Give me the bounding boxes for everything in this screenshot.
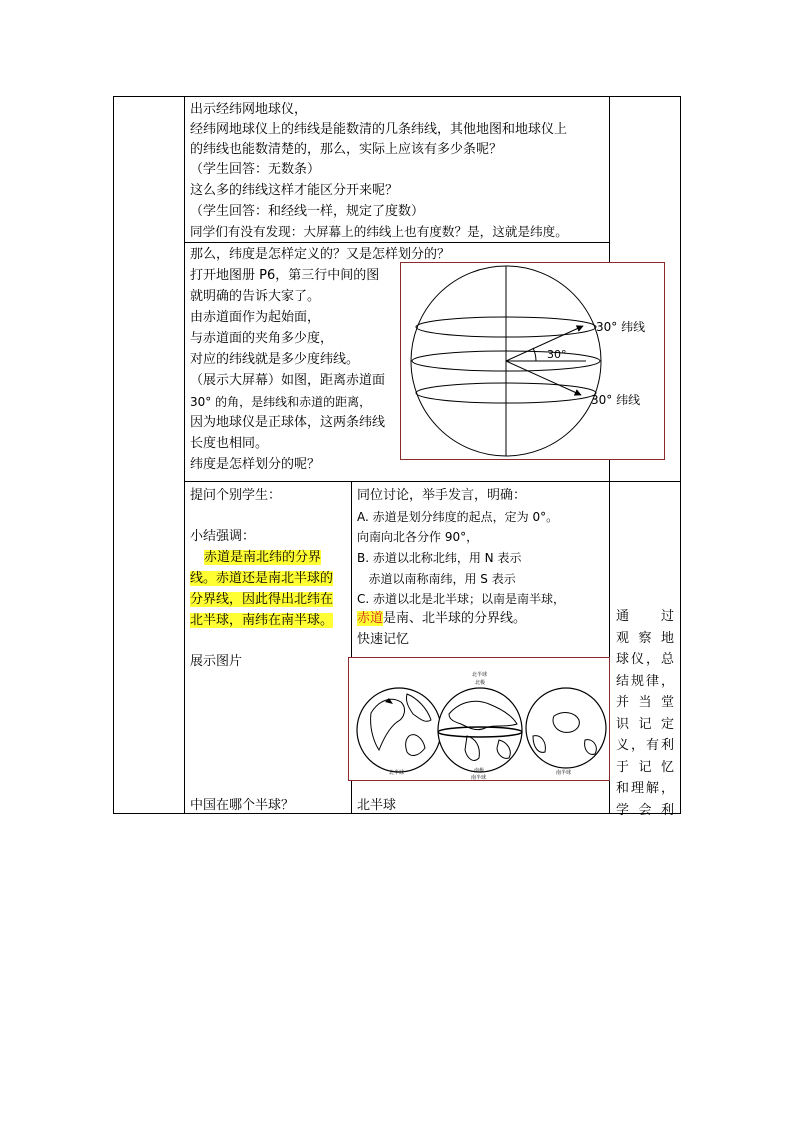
hemi-label-north-sub: 北极: [475, 680, 486, 686]
intro-line: 这么多的纬线这样才能区分开来呢？: [190, 183, 399, 198]
table-border-top: [113, 96, 681, 97]
intro-line: 经纬网地球仪上的纬线是能数清的几条纬线，其他地图和地球仪上: [190, 122, 568, 137]
summary-line: [190, 569, 333, 589]
intro-line: （学生回答：无数条）: [190, 162, 321, 177]
latitude-line: （展示大屏幕）如图，距离赤道面: [190, 373, 386, 388]
purpose-line: 和理解，: [616, 781, 674, 796]
intro-line: 的纬线也能数清楚的，那么，实际上应该有多少条呢？: [190, 142, 503, 157]
hemisphere-figure: [348, 657, 610, 781]
globe-diagram: [400, 262, 665, 460]
summary-line: [190, 611, 333, 631]
purpose-column: [616, 606, 674, 821]
purpose-line: 识记定: [616, 716, 674, 732]
hemi-label-right: 南半球: [556, 770, 572, 776]
student-line: B. 赤道以北称北纬，用 N 表示: [357, 551, 522, 565]
answer-china: 北半球: [357, 798, 397, 813]
latitude-line: 30° 的角，是纬线和赤道的距离，: [190, 395, 372, 409]
purpose-line: 学会利: [616, 802, 674, 818]
summary-line: [190, 590, 333, 610]
question-china: 中国在哪个半球？: [190, 798, 295, 813]
col-divider-1: [184, 96, 185, 814]
latitude-line: 长度也相同。: [190, 436, 269, 451]
purpose-line: 观察地: [616, 630, 674, 646]
label-angle: 30°: [547, 348, 567, 361]
row-divider-1: [184, 242, 610, 243]
latitude-line: 打开地图册 P6，第三行中间的图: [190, 268, 380, 283]
student-line: A. 赤道是划分纬度的起点，定为 0°。: [357, 510, 559, 524]
table-border-right: [680, 96, 681, 814]
show-picture: 展示图片: [190, 654, 243, 669]
teacher-ask: 提问个别学生：: [190, 488, 282, 503]
latitude-line: 那么，纬度是怎样定义的？又是怎样划分的？: [190, 247, 451, 262]
student-line-rest: 是南、北半球的分界线。: [383, 611, 527, 626]
summary-line: [190, 548, 321, 568]
student-line: C. 赤道以北是北半球；以南是南半球，: [357, 592, 566, 606]
purpose-line: 通 过: [616, 609, 674, 624]
purpose-line: 结规律，: [616, 673, 674, 689]
latitude-line: 与赤道面的夹角多少度，: [190, 331, 334, 346]
student-line: 赤道以南称南纬，用 S 表示: [357, 572, 516, 586]
quick-memory: 快速记忆: [357, 632, 410, 647]
table-border-left: [113, 96, 114, 814]
label-30-top: 30° 纬线: [596, 320, 646, 334]
equator-red-word: 赤道: [357, 611, 384, 626]
summary-highlight: 线。赤道还是南北半球的: [190, 571, 334, 586]
hemi-label-middle-1: 南极: [474, 768, 485, 774]
summary-highlight: 赤道是南北纬的分界: [204, 550, 322, 565]
student-line: [357, 609, 526, 629]
summary-title: 小结强调：: [190, 529, 256, 544]
intro-line: 出示经纬网地球仪，: [190, 102, 308, 117]
latitude-line: 纬度是怎样划分的呢？: [190, 457, 321, 472]
intro-line: （学生回答：和经线一样，规定了度数）: [190, 204, 425, 219]
student-line: 向南向北各分作 90°，: [357, 530, 479, 544]
student-line: 同位讨论，举手发言，明确：: [357, 488, 527, 503]
summary-highlight: 北半球，南纬在南半球。: [190, 613, 334, 628]
row-divider-2: [184, 481, 681, 482]
latitude-line: 对应的纬线就是多少度纬线。: [190, 352, 360, 367]
latitude-line: 由赤道面作为起始面，: [190, 310, 321, 325]
hemi-label-north-top: 北半球: [472, 672, 488, 678]
hemi-label-middle-2: 南半球: [471, 775, 487, 781]
purpose-line: 义，有利: [616, 738, 674, 753]
purpose-line: 球仪，总: [616, 652, 674, 667]
summary-highlight: 分界线，因此得出北纬在: [190, 592, 334, 607]
label-30-bottom: 30° 纬线: [591, 393, 641, 407]
latitude-line: 因为地球仪是正球体，这两条纬线: [190, 415, 386, 430]
purpose-line: 于记忆: [616, 759, 674, 775]
latitude-line: 就明确的告诉大家了。: [190, 289, 321, 304]
purpose-line: 并当堂: [616, 695, 674, 710]
hemi-label-left: 北半球: [389, 770, 405, 776]
intro-line: 同学们有没有发现：大屏幕上的纬线上也有度数？是，这就是纬度。: [190, 224, 568, 239]
